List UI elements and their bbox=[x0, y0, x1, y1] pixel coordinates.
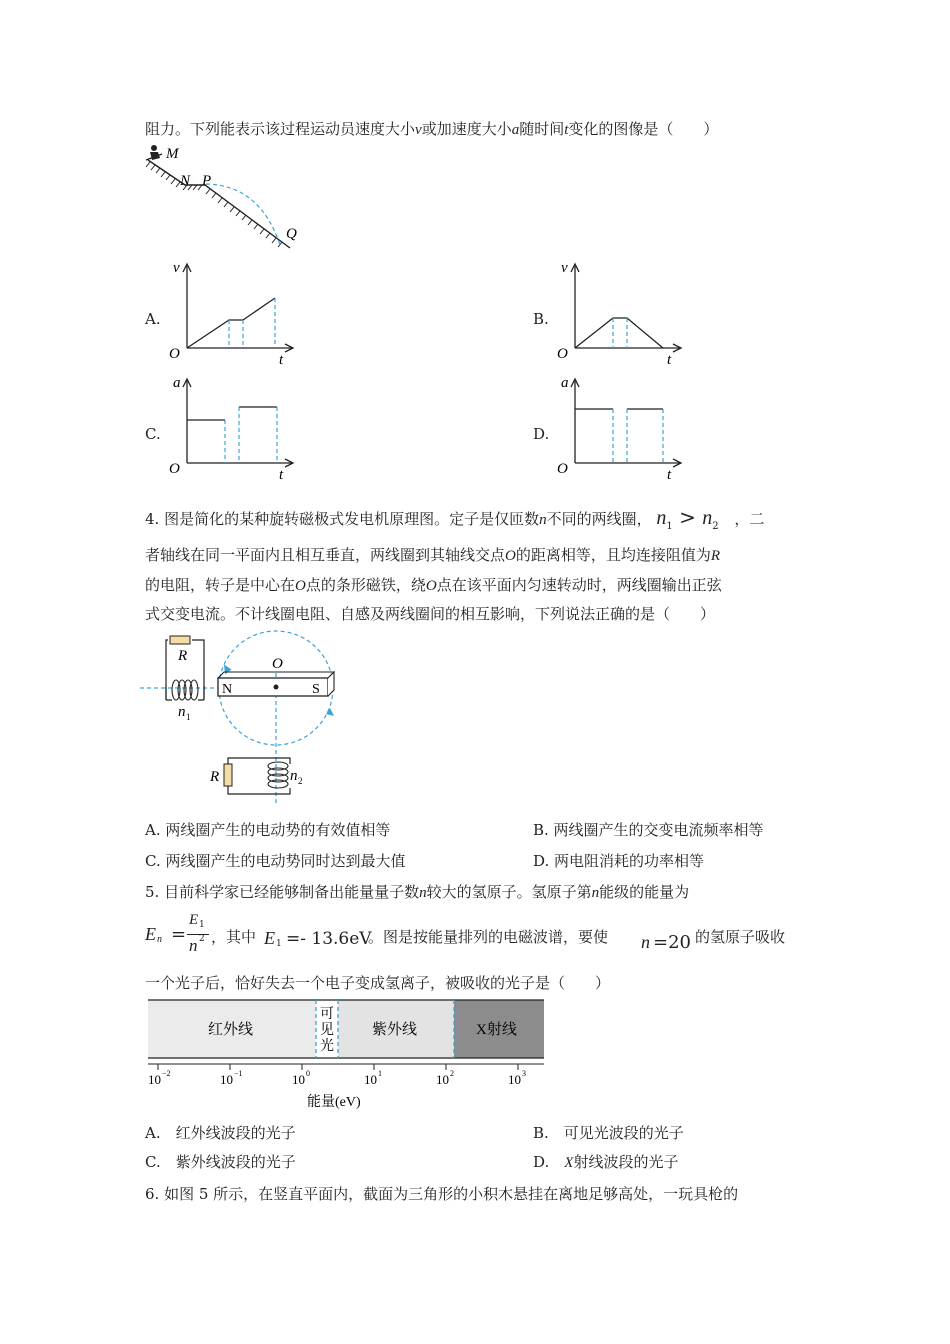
slope-figure bbox=[140, 140, 310, 255]
band-label-xray: X射线 bbox=[476, 1022, 517, 1038]
tick-exp-4: 2 bbox=[450, 1069, 454, 1078]
q4-ineq-sub2: 2 bbox=[712, 521, 719, 532]
fig-O-label: O bbox=[272, 656, 283, 672]
q5-option-A[interactable]: A. 红外线波段的光子 bbox=[145, 1124, 296, 1142]
q4-text-1a: 4. 图是简化的某种旋转磁极式发电机原理图。定子是仅匝数 bbox=[145, 510, 540, 528]
tick-exp-0: −2 bbox=[162, 1069, 171, 1078]
q4-var-O-1: O bbox=[505, 548, 516, 564]
slope-label-Q: Q bbox=[286, 226, 297, 242]
formula-eq: = bbox=[171, 924, 187, 945]
coil-n1-sub: 1 bbox=[186, 712, 191, 722]
tick-label-0: 10 bbox=[148, 1072, 161, 1087]
q3-stem-text-2: 或加速度大小 bbox=[421, 120, 512, 138]
q5-var-n-2: n bbox=[591, 885, 600, 901]
magnet-N-label: N bbox=[222, 682, 233, 697]
graph-B-axis-t: t bbox=[667, 352, 672, 368]
formula-En-sub: n bbox=[157, 934, 162, 945]
q4-text-1c: ，二 bbox=[734, 510, 765, 528]
q4-option-C[interactable]: C. 两线圈产生的电动势同时达到最大值 bbox=[145, 852, 406, 870]
q4-var-R: R bbox=[710, 548, 721, 564]
graph-D-axis-t: t bbox=[667, 467, 672, 483]
q4-inequality bbox=[656, 505, 734, 532]
q4-stem-line-1 bbox=[145, 505, 764, 532]
slope-label-M: M bbox=[166, 146, 179, 162]
q5-option-C[interactable]: C. 紫外线波段的光子 bbox=[145, 1153, 296, 1171]
q5-stem-line-3: 一个光子后，恰好失去一个电子变成氢离子，被吸收的光子是（ ） bbox=[145, 974, 611, 992]
band-label-visible-1: 可 bbox=[320, 1007, 334, 1022]
formula-den-sup: 2 bbox=[199, 934, 205, 944]
graph-D-origin: O bbox=[557, 461, 568, 477]
q4-text-3c: 点在该平面内匀速转动时，两线圈输出正弦 bbox=[436, 576, 722, 594]
n-eq-value: =20 bbox=[653, 932, 691, 953]
E1-value: =- 13.6eV bbox=[286, 929, 372, 949]
q4-stem-line-3 bbox=[145, 574, 722, 595]
option-A-label[interactable]: A. bbox=[145, 310, 161, 328]
E1-sub: 1 bbox=[276, 939, 282, 949]
q5-text-1a: 5. 目前科学家已经能够制备出能量量子数 bbox=[145, 883, 420, 901]
q4-var-O-2: O bbox=[295, 578, 306, 594]
graph-C-axis-a: a bbox=[173, 375, 181, 391]
resistor-R-bottom-label: R bbox=[210, 769, 220, 785]
formula-num-sub: 1 bbox=[199, 920, 205, 930]
formula-num-E: E bbox=[189, 912, 199, 928]
q4-ineq-n2: n bbox=[702, 507, 713, 529]
tick-label-5: 10 bbox=[508, 1072, 521, 1087]
graph-B-axis-v: v bbox=[561, 260, 568, 276]
tick-label-4: 10 bbox=[436, 1072, 449, 1087]
slope-label-N: N bbox=[180, 173, 191, 189]
q5-formula-line bbox=[145, 912, 805, 962]
band-label-infrared: 红外线 bbox=[208, 1022, 254, 1038]
magnet-S-label: S bbox=[312, 682, 320, 697]
q4-option-A[interactable]: A. 两线圈产生的电动势的有效值相等 bbox=[145, 821, 391, 839]
option-C-label[interactable]: C. bbox=[145, 425, 161, 443]
q4-ineq-sub1: 1 bbox=[666, 521, 673, 532]
q4-option-D[interactable]: D. 两电阻消耗的功率相等 bbox=[533, 852, 705, 870]
q4-ineq-gt: > bbox=[679, 505, 696, 529]
tick-exp-5: 3 bbox=[522, 1069, 526, 1078]
graph-A-axis-t: t bbox=[279, 352, 284, 368]
coil-n2-label: n bbox=[290, 768, 298, 784]
q4-text-1b: 不同的两线圈， bbox=[546, 510, 652, 528]
slope-label-P: P bbox=[202, 173, 212, 189]
q4-ineq-n1: n bbox=[656, 507, 667, 529]
q5-option-D-prefix: D. bbox=[533, 1153, 565, 1171]
tick-exp-1: −1 bbox=[234, 1069, 243, 1078]
tick-label-1: 10 bbox=[220, 1072, 233, 1087]
option-B-label[interactable]: B. bbox=[533, 310, 549, 328]
graph-B bbox=[553, 258, 693, 368]
graph-A bbox=[165, 258, 305, 368]
q5-text-2c: 的氢原子吸收 bbox=[695, 928, 786, 946]
graph-D bbox=[553, 373, 693, 483]
q5-var-n-1: n bbox=[419, 885, 427, 901]
option-D-label[interactable]: D. bbox=[533, 425, 550, 443]
formula-En-E: E bbox=[145, 924, 156, 944]
q4-text-3b: 点的条形磁铁，绕 bbox=[305, 576, 426, 594]
graph-A-axis-v: v bbox=[173, 260, 180, 276]
q5-stem-line-1 bbox=[145, 881, 689, 902]
coil-n1-label: n bbox=[178, 704, 186, 720]
q5-option-D[interactable] bbox=[533, 1151, 678, 1172]
q4-stem-line-2 bbox=[145, 544, 720, 565]
formula-fraction-bar bbox=[187, 934, 209, 935]
spectrum-xlabel: 能量(eV) bbox=[307, 1095, 361, 1110]
q5-option-D-X: X bbox=[564, 1155, 574, 1171]
q4-var-n: n bbox=[539, 512, 547, 528]
E1-symbol: E bbox=[264, 928, 275, 948]
q4-stem-line-4: 式交变电流。不计线圈电阻、自感及两线圈间的相互影响，下列说法正确的是（ ） bbox=[145, 605, 716, 623]
band-label-visible-3: 光 bbox=[320, 1039, 334, 1054]
q4-option-B[interactable]: B. 两线圈产生的交变电流频率相等 bbox=[533, 821, 764, 839]
n-eq-symbol: n bbox=[641, 932, 650, 952]
tick-label-2: 10 bbox=[292, 1072, 305, 1087]
band-label-visible-2: 见 bbox=[320, 1023, 334, 1038]
q4-text-2a: 者轴线在同一平面内且相互垂直，两线圈到其轴线交点 bbox=[145, 546, 506, 564]
graph-C-origin: O bbox=[169, 461, 180, 477]
q3-var-v: v bbox=[415, 122, 422, 138]
graph-B-origin: O bbox=[557, 346, 568, 362]
skier-icon bbox=[146, 145, 162, 160]
q3-stem-text-1: 阻力。下列能表示该过程运动员速度大小 bbox=[145, 120, 416, 138]
q5-text-1c: 能级的能量为 bbox=[599, 883, 690, 901]
tick-exp-3: 1 bbox=[378, 1069, 382, 1078]
coil-n2-sub: 2 bbox=[298, 776, 303, 786]
graph-D-axis-a: a bbox=[561, 375, 569, 391]
graph-C bbox=[165, 373, 305, 483]
q4-var-O-3: O bbox=[425, 578, 437, 594]
band-label-uv: 紫外线 bbox=[372, 1022, 418, 1038]
q3-stem-line bbox=[145, 118, 718, 139]
q5-text-2a: ，其中 bbox=[211, 928, 257, 946]
resistor-R-top-label: R bbox=[178, 648, 188, 664]
q5-text-2b: 。图是按能量排列的电磁波谱，要使 bbox=[368, 928, 609, 946]
tick-label-3: 10 bbox=[364, 1072, 377, 1087]
q5-option-B[interactable]: B. 可见光波段的光子 bbox=[533, 1124, 684, 1142]
q4-text-3a: 的电阻，转子是中心在 bbox=[145, 576, 296, 594]
q5-text-1b: 较大的氢原子。氢原子第 bbox=[426, 883, 592, 901]
graph-A-origin: O bbox=[169, 346, 180, 362]
graph-C-axis-t: t bbox=[279, 467, 284, 483]
generator-figure bbox=[140, 628, 360, 808]
q5-option-D-text: 射线波段的光子 bbox=[573, 1153, 679, 1171]
q3-var-a: a bbox=[511, 122, 520, 138]
q4-text-2b: 的距离相等，且均连接阻值为 bbox=[515, 546, 711, 564]
q6-stem-line-1: 6. 如图 5 所示，在竖直平面内，截面为三角形的小积木悬挂在离地足够高处，一玩具枪的 bbox=[145, 1185, 739, 1203]
spectrum-figure bbox=[140, 996, 550, 1112]
q3-stem-text-3: 随时间 bbox=[519, 120, 565, 138]
q3-stem-text-4: 变化的图像是（ ） bbox=[568, 120, 719, 138]
tick-exp-2: 0 bbox=[306, 1069, 310, 1078]
q3-var-t: t bbox=[564, 122, 569, 138]
formula-den-n: n bbox=[189, 936, 198, 955]
